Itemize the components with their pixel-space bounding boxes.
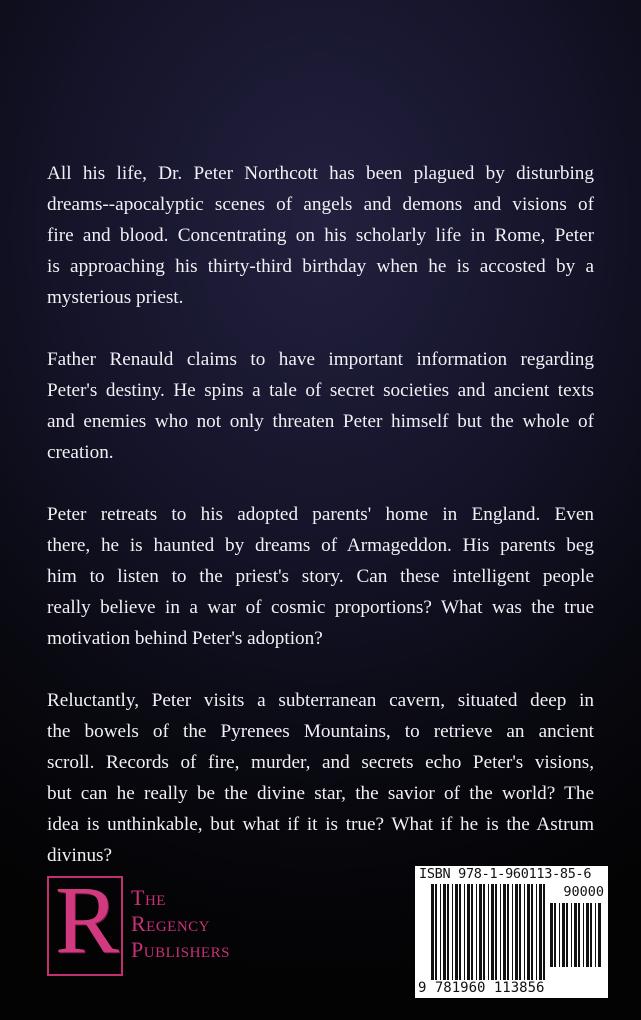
- barcode-bar: [435, 884, 437, 980]
- barcode-bar: [452, 884, 453, 980]
- barcode-bar: [483, 884, 485, 980]
- publisher-logo: [47, 866, 123, 976]
- barcode-bar: [586, 903, 589, 967]
- barcode-bar: [471, 884, 473, 980]
- blurb-line: and enemies who not only threaten Peter himself but the whole of: [47, 411, 594, 432]
- blurb-line: fire and blood. Concentrating on his scholarly life in Rome, Peter: [47, 225, 594, 246]
- barcode-bars: [431, 884, 546, 980]
- price-addon: 90000: [563, 884, 604, 900]
- publisher-name: [131, 885, 230, 963]
- blurb-paragraph: [47, 685, 594, 871]
- blurb-line: the bowels of the Pyrenees Mountains, to retrieve an ancient: [47, 721, 594, 742]
- barcode-bar: [583, 903, 584, 967]
- barcode-bar: [476, 884, 477, 980]
- barcode-bar: [578, 903, 580, 967]
- isbn-label: ISBN 978-1-960113-85-6: [419, 866, 592, 882]
- barcode-bar: [566, 903, 568, 967]
- barcode-bar: [467, 884, 470, 980]
- barcode-bar: [524, 884, 525, 980]
- barcode-bar: [459, 884, 461, 980]
- barcode-bar: [503, 884, 506, 980]
- barcode-bar: [598, 903, 601, 967]
- publisher-logo-mark: R: [55, 866, 120, 973]
- back-cover-blurb: [47, 158, 594, 902]
- addon-barcode-bars: [550, 903, 604, 967]
- blurb-line: idea is unthinkable, but what if it is true? What if he is the Astrum: [47, 814, 594, 835]
- blurb-paragraph: [47, 158, 594, 313]
- barcode-bar: [464, 884, 465, 980]
- barcode-bar: [536, 884, 537, 980]
- blurb-paragraph: [47, 499, 594, 654]
- barcode-bar: [479, 884, 482, 980]
- barcode-digits: 9 781960 113856: [418, 980, 545, 996]
- barcode-bar: [488, 884, 489, 980]
- blurb-line: mysterious priest.: [47, 287, 184, 308]
- barcode-bar: [519, 884, 521, 980]
- blurb-line: scroll. Records of fire, murder, and secrets echo Peter's visions,: [47, 752, 594, 773]
- blurb-line: Father Renauld claims to have important information regarding: [47, 349, 594, 370]
- barcode-bar: [431, 884, 434, 980]
- barcode-bar: [507, 884, 509, 980]
- barcode-bar: [512, 884, 513, 980]
- blurb-line: there, he is haunted by dreams of Armageddon. His parents beg: [47, 535, 594, 556]
- blurb-line: really believe in a war of cosmic proportions? What was the true: [47, 597, 594, 618]
- barcode-bar: [447, 884, 449, 980]
- blurb-line: creation.: [47, 442, 114, 463]
- barcode-bar: [559, 903, 560, 967]
- barcode-bar: [562, 903, 565, 967]
- blurb-line: Peter's destiny. He spins a tale of secret societies and ancient texts: [47, 380, 594, 401]
- publisher-name-line: The: [131, 885, 166, 910]
- blurb-line: divinus?: [47, 845, 113, 866]
- barcode-bar: [571, 903, 572, 967]
- publisher-name-line: Regency: [131, 911, 211, 936]
- barcode-bar: [527, 884, 530, 980]
- barcode-bar: [539, 884, 542, 980]
- blurb-line: Reluctantly, Peter visits a subterranean cavern, situated deep in: [47, 690, 594, 711]
- barcode-bar: [574, 903, 577, 967]
- barcode-bar: [495, 884, 497, 980]
- barcode-bar: [590, 903, 592, 967]
- blurb-line: dreams--apocalyptic scenes of angels and demons and visions of: [47, 194, 594, 215]
- blurb-line: him to listen to the priest's story. Can these intelligent people: [47, 566, 594, 587]
- blurb-line: All his life, Dr. Peter Northcott has been plagued by disturbing: [47, 163, 594, 184]
- barcode-bar: [554, 903, 556, 967]
- barcode-bar: [550, 903, 553, 967]
- barcode-bar: [491, 884, 494, 980]
- barcode-bar: [500, 884, 501, 980]
- barcode-bar: [595, 903, 596, 967]
- barcode-bar: [455, 884, 458, 980]
- blurb-line: is approaching his thirty-third birthday when he is accosted by a: [47, 256, 594, 277]
- publisher-name-line: Publishers: [131, 937, 230, 962]
- blurb-line: motivation behind Peter's adoption?: [47, 628, 323, 649]
- blurb-line: Peter retreats to his adopted parents' home in England. Even: [47, 504, 594, 525]
- blurb-line: but can he really be the divine star, the savior of the world? The: [47, 783, 594, 804]
- barcode-bar: [531, 884, 533, 980]
- isbn-barcode: [415, 866, 608, 998]
- barcode-bar: [443, 884, 446, 980]
- barcode-bar: [515, 884, 518, 980]
- barcode-bar: [543, 884, 545, 980]
- barcode-bar: [440, 884, 441, 980]
- blurb-paragraph: [47, 344, 594, 468]
